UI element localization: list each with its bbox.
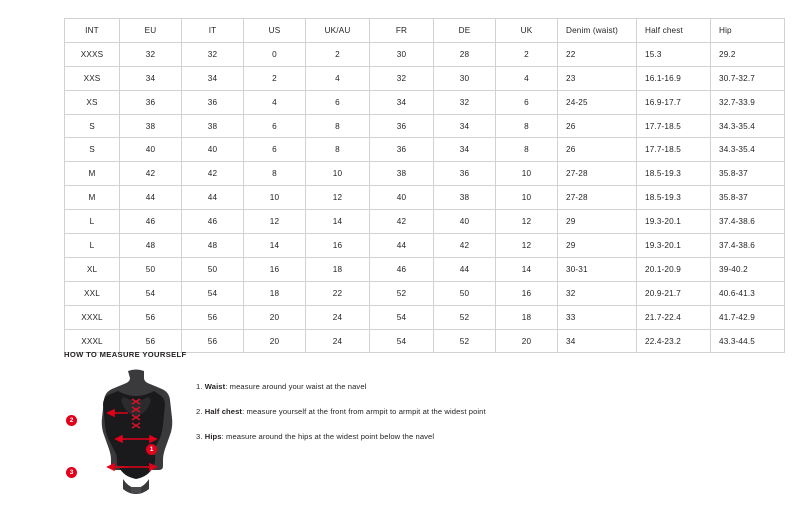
table-row <box>65 210 785 234</box>
cell-de: 52 <box>434 305 496 329</box>
cell-int: M <box>65 162 120 186</box>
instruction-term: Half chest <box>204 407 243 416</box>
cell-eu: 46 <box>120 210 182 234</box>
cell-int: S <box>65 138 120 162</box>
cell-uk: 12 <box>496 234 558 258</box>
cell-denim-waist: 32 <box>558 281 637 305</box>
cell-half-chest: 20.1-20.9 <box>637 257 711 281</box>
cell-us: 4 <box>244 90 306 114</box>
cell-fr: 42 <box>370 210 434 234</box>
table-row <box>65 42 785 66</box>
cell-eu: 36 <box>120 90 182 114</box>
cell-denim-waist: 23 <box>558 66 637 90</box>
cell-fr: 44 <box>370 234 434 258</box>
cell-de: 44 <box>434 257 496 281</box>
cell-us: 6 <box>244 138 306 162</box>
cell-denim-waist: 29 <box>558 210 637 234</box>
cell-hip: 35.8-37 <box>711 162 785 186</box>
cell-us: 18 <box>244 281 306 305</box>
cell-fr: 36 <box>370 138 434 162</box>
cell-us: 10 <box>244 186 306 210</box>
column-header-fr: FR <box>370 19 434 43</box>
cell-eu: 56 <box>120 329 182 353</box>
instruction-number: 3. <box>196 432 203 441</box>
cell-de: 32 <box>434 90 496 114</box>
cell-us: 12 <box>244 210 306 234</box>
instruction-text: : measure yourself at the front from armpit to armpit at the widest point <box>242 407 486 416</box>
badge-half-chest: 2 <box>66 415 77 426</box>
cell-half-chest: 16.1-16.9 <box>637 66 711 90</box>
table-row <box>65 234 785 258</box>
cell-half-chest: 20.9-21.7 <box>637 281 711 305</box>
cell-ukau: 2 <box>306 42 370 66</box>
cell-ukau: 6 <box>306 90 370 114</box>
cell-ukau: 8 <box>306 114 370 138</box>
cell-half-chest: 16.9-17.7 <box>637 90 711 114</box>
cell-de: 34 <box>434 114 496 138</box>
column-header-it: IT <box>182 19 244 43</box>
mannequin-illustration <box>64 369 184 494</box>
cell-half-chest: 18.5-19.3 <box>637 162 711 186</box>
cell-uk: 16 <box>496 281 558 305</box>
column-header-eu: EU <box>120 19 182 43</box>
cell-ukau: 4 <box>306 66 370 90</box>
cell-half-chest: 15.3 <box>637 42 711 66</box>
table-row <box>65 66 785 90</box>
table-header-row <box>65 19 785 43</box>
cell-us: 14 <box>244 234 306 258</box>
cell-de: 28 <box>434 42 496 66</box>
cell-uk: 18 <box>496 305 558 329</box>
cell-hip: 34.3-35.4 <box>711 114 785 138</box>
cell-de: 36 <box>434 162 496 186</box>
cell-it: 48 <box>182 234 244 258</box>
table-row <box>65 186 785 210</box>
table-row <box>65 257 785 281</box>
cell-int: XXS <box>65 66 120 90</box>
table-row <box>65 114 785 138</box>
instruction-hips <box>196 431 744 443</box>
cell-it: 54 <box>182 281 244 305</box>
cell-uk: 12 <box>496 210 558 234</box>
instruction-half-chest <box>196 406 744 418</box>
cell-half-chest: 21.7-22.4 <box>637 305 711 329</box>
cell-half-chest: 17.7-18.5 <box>637 138 711 162</box>
cell-us: 2 <box>244 66 306 90</box>
cell-denim-waist: 26 <box>558 138 637 162</box>
cell-denim-waist: 29 <box>558 234 637 258</box>
cell-uk: 10 <box>496 186 558 210</box>
cell-it: 56 <box>182 329 244 353</box>
cell-half-chest: 22.4-23.2 <box>637 329 711 353</box>
cell-ukau: 24 <box>306 329 370 353</box>
column-header-half-chest: Half chest <box>637 19 711 43</box>
cell-fr: 36 <box>370 114 434 138</box>
cell-int: XXXS <box>65 42 120 66</box>
cell-uk: 8 <box>496 138 558 162</box>
cell-it: 34 <box>182 66 244 90</box>
cell-de: 30 <box>434 66 496 90</box>
cell-uk: 20 <box>496 329 558 353</box>
instruction-number: 2. <box>196 407 203 416</box>
cell-fr: 30 <box>370 42 434 66</box>
cell-denim-waist: 22 <box>558 42 637 66</box>
cell-int: XXXL <box>65 329 120 353</box>
cell-hip: 37.4-38.6 <box>711 234 785 258</box>
instruction-text: : measure around the hips at the widest point below the navel <box>221 432 435 441</box>
cell-uk: 4 <box>496 66 558 90</box>
cell-eu: 42 <box>120 162 182 186</box>
table-row <box>65 90 785 114</box>
cell-half-chest: 18.5-19.3 <box>637 186 711 210</box>
cell-fr: 38 <box>370 162 434 186</box>
cell-us: 20 <box>244 329 306 353</box>
instruction-text: : measure around your waist at the navel <box>225 382 367 391</box>
cell-de: 42 <box>434 234 496 258</box>
cell-hip: 30.7-32.7 <box>711 66 785 90</box>
cell-uk: 10 <box>496 162 558 186</box>
instruction-term: Hips <box>204 432 222 441</box>
cell-half-chest: 19.3-20.1 <box>637 210 711 234</box>
column-header-denim-waist: Denim (waist) <box>558 19 637 43</box>
cell-int: L <box>65 234 120 258</box>
cell-us: 0 <box>244 42 306 66</box>
cell-fr: 40 <box>370 186 434 210</box>
cell-int: XS <box>65 90 120 114</box>
table-row <box>65 281 785 305</box>
cell-de: 34 <box>434 138 496 162</box>
instruction-number: 1. <box>196 382 203 391</box>
cell-eu: 48 <box>120 234 182 258</box>
column-header-uk: UK <box>496 19 558 43</box>
badge-hips: 3 <box>66 467 77 478</box>
cell-int: XL <box>65 257 120 281</box>
how-to-measure-section <box>64 350 744 494</box>
cell-ukau: 10 <box>306 162 370 186</box>
cell-denim-waist: 26 <box>558 114 637 138</box>
cell-eu: 32 <box>120 42 182 66</box>
table-row <box>65 305 785 329</box>
size-chart-table <box>64 18 785 353</box>
cell-eu: 34 <box>120 66 182 90</box>
table-row <box>65 162 785 186</box>
cell-it: 44 <box>182 186 244 210</box>
cell-it: 56 <box>182 305 244 329</box>
cell-int: M <box>65 186 120 210</box>
cell-us: 8 <box>244 162 306 186</box>
cell-fr: 54 <box>370 329 434 353</box>
cell-eu: 40 <box>120 138 182 162</box>
cell-eu: 54 <box>120 281 182 305</box>
cell-ukau: 18 <box>306 257 370 281</box>
cell-de: 40 <box>434 210 496 234</box>
cell-it: 40 <box>182 138 244 162</box>
column-header-hip: Hip <box>711 19 785 43</box>
cell-fr: 32 <box>370 66 434 90</box>
cell-it: 32 <box>182 42 244 66</box>
cell-ukau: 14 <box>306 210 370 234</box>
cell-us: 20 <box>244 305 306 329</box>
cell-int: XXXL <box>65 305 120 329</box>
cell-it: 50 <box>182 257 244 281</box>
cell-hip: 37.4-38.6 <box>711 210 785 234</box>
cell-denim-waist: 27-28 <box>558 162 637 186</box>
cell-eu: 56 <box>120 305 182 329</box>
cell-fr: 46 <box>370 257 434 281</box>
cell-ukau: 8 <box>306 138 370 162</box>
cell-eu: 44 <box>120 186 182 210</box>
cell-ukau: 24 <box>306 305 370 329</box>
cell-it: 38 <box>182 114 244 138</box>
cell-uk: 14 <box>496 257 558 281</box>
cell-ukau: 22 <box>306 281 370 305</box>
cell-fr: 34 <box>370 90 434 114</box>
measure-instructions <box>184 369 744 456</box>
cell-hip: 43.3-44.5 <box>711 329 785 353</box>
cell-denim-waist: 34 <box>558 329 637 353</box>
column-header-ukau: UK/AU <box>306 19 370 43</box>
cell-hip: 41.7-42.9 <box>711 305 785 329</box>
instruction-term: Waist <box>204 382 226 391</box>
cell-hip: 40.6-41.3 <box>711 281 785 305</box>
cell-hip: 34.3-35.4 <box>711 138 785 162</box>
cell-hip: 39-40.2 <box>711 257 785 281</box>
cell-eu: 38 <box>120 114 182 138</box>
cell-fr: 54 <box>370 305 434 329</box>
cell-uk: 2 <box>496 42 558 66</box>
column-header-us: US <box>244 19 306 43</box>
cell-half-chest: 17.7-18.5 <box>637 114 711 138</box>
cell-ukau: 12 <box>306 186 370 210</box>
cell-hip: 32.7-33.9 <box>711 90 785 114</box>
column-header-int: INT <box>65 19 120 43</box>
cell-int: XXL <box>65 281 120 305</box>
cell-de: 38 <box>434 186 496 210</box>
cell-fr: 52 <box>370 281 434 305</box>
cell-int: L <box>65 210 120 234</box>
badge-waist: 1 <box>146 444 157 455</box>
cell-de: 52 <box>434 329 496 353</box>
cell-int: S <box>65 114 120 138</box>
measure-body <box>64 369 744 494</box>
cell-eu: 50 <box>120 257 182 281</box>
cell-it: 36 <box>182 90 244 114</box>
size-chart-container <box>64 18 755 353</box>
cell-denim-waist: 27-28 <box>558 186 637 210</box>
cell-denim-waist: 30-31 <box>558 257 637 281</box>
instruction-waist <box>196 381 744 393</box>
cell-hip: 29.2 <box>711 42 785 66</box>
cell-ukau: 16 <box>306 234 370 258</box>
cell-half-chest: 19.3-20.1 <box>637 234 711 258</box>
cell-uk: 6 <box>496 90 558 114</box>
cell-uk: 8 <box>496 114 558 138</box>
cell-us: 6 <box>244 114 306 138</box>
cell-denim-waist: 33 <box>558 305 637 329</box>
cell-denim-waist: 24-25 <box>558 90 637 114</box>
cell-it: 46 <box>182 210 244 234</box>
table-row <box>65 138 785 162</box>
cell-de: 50 <box>434 281 496 305</box>
column-header-de: DE <box>434 19 496 43</box>
cell-us: 16 <box>244 257 306 281</box>
mannequin-figure-icon <box>88 369 184 494</box>
cell-it: 42 <box>182 162 244 186</box>
section-title: HOW TO MEASURE YOURSELF <box>64 350 187 359</box>
cell-hip: 35.8-37 <box>711 186 785 210</box>
